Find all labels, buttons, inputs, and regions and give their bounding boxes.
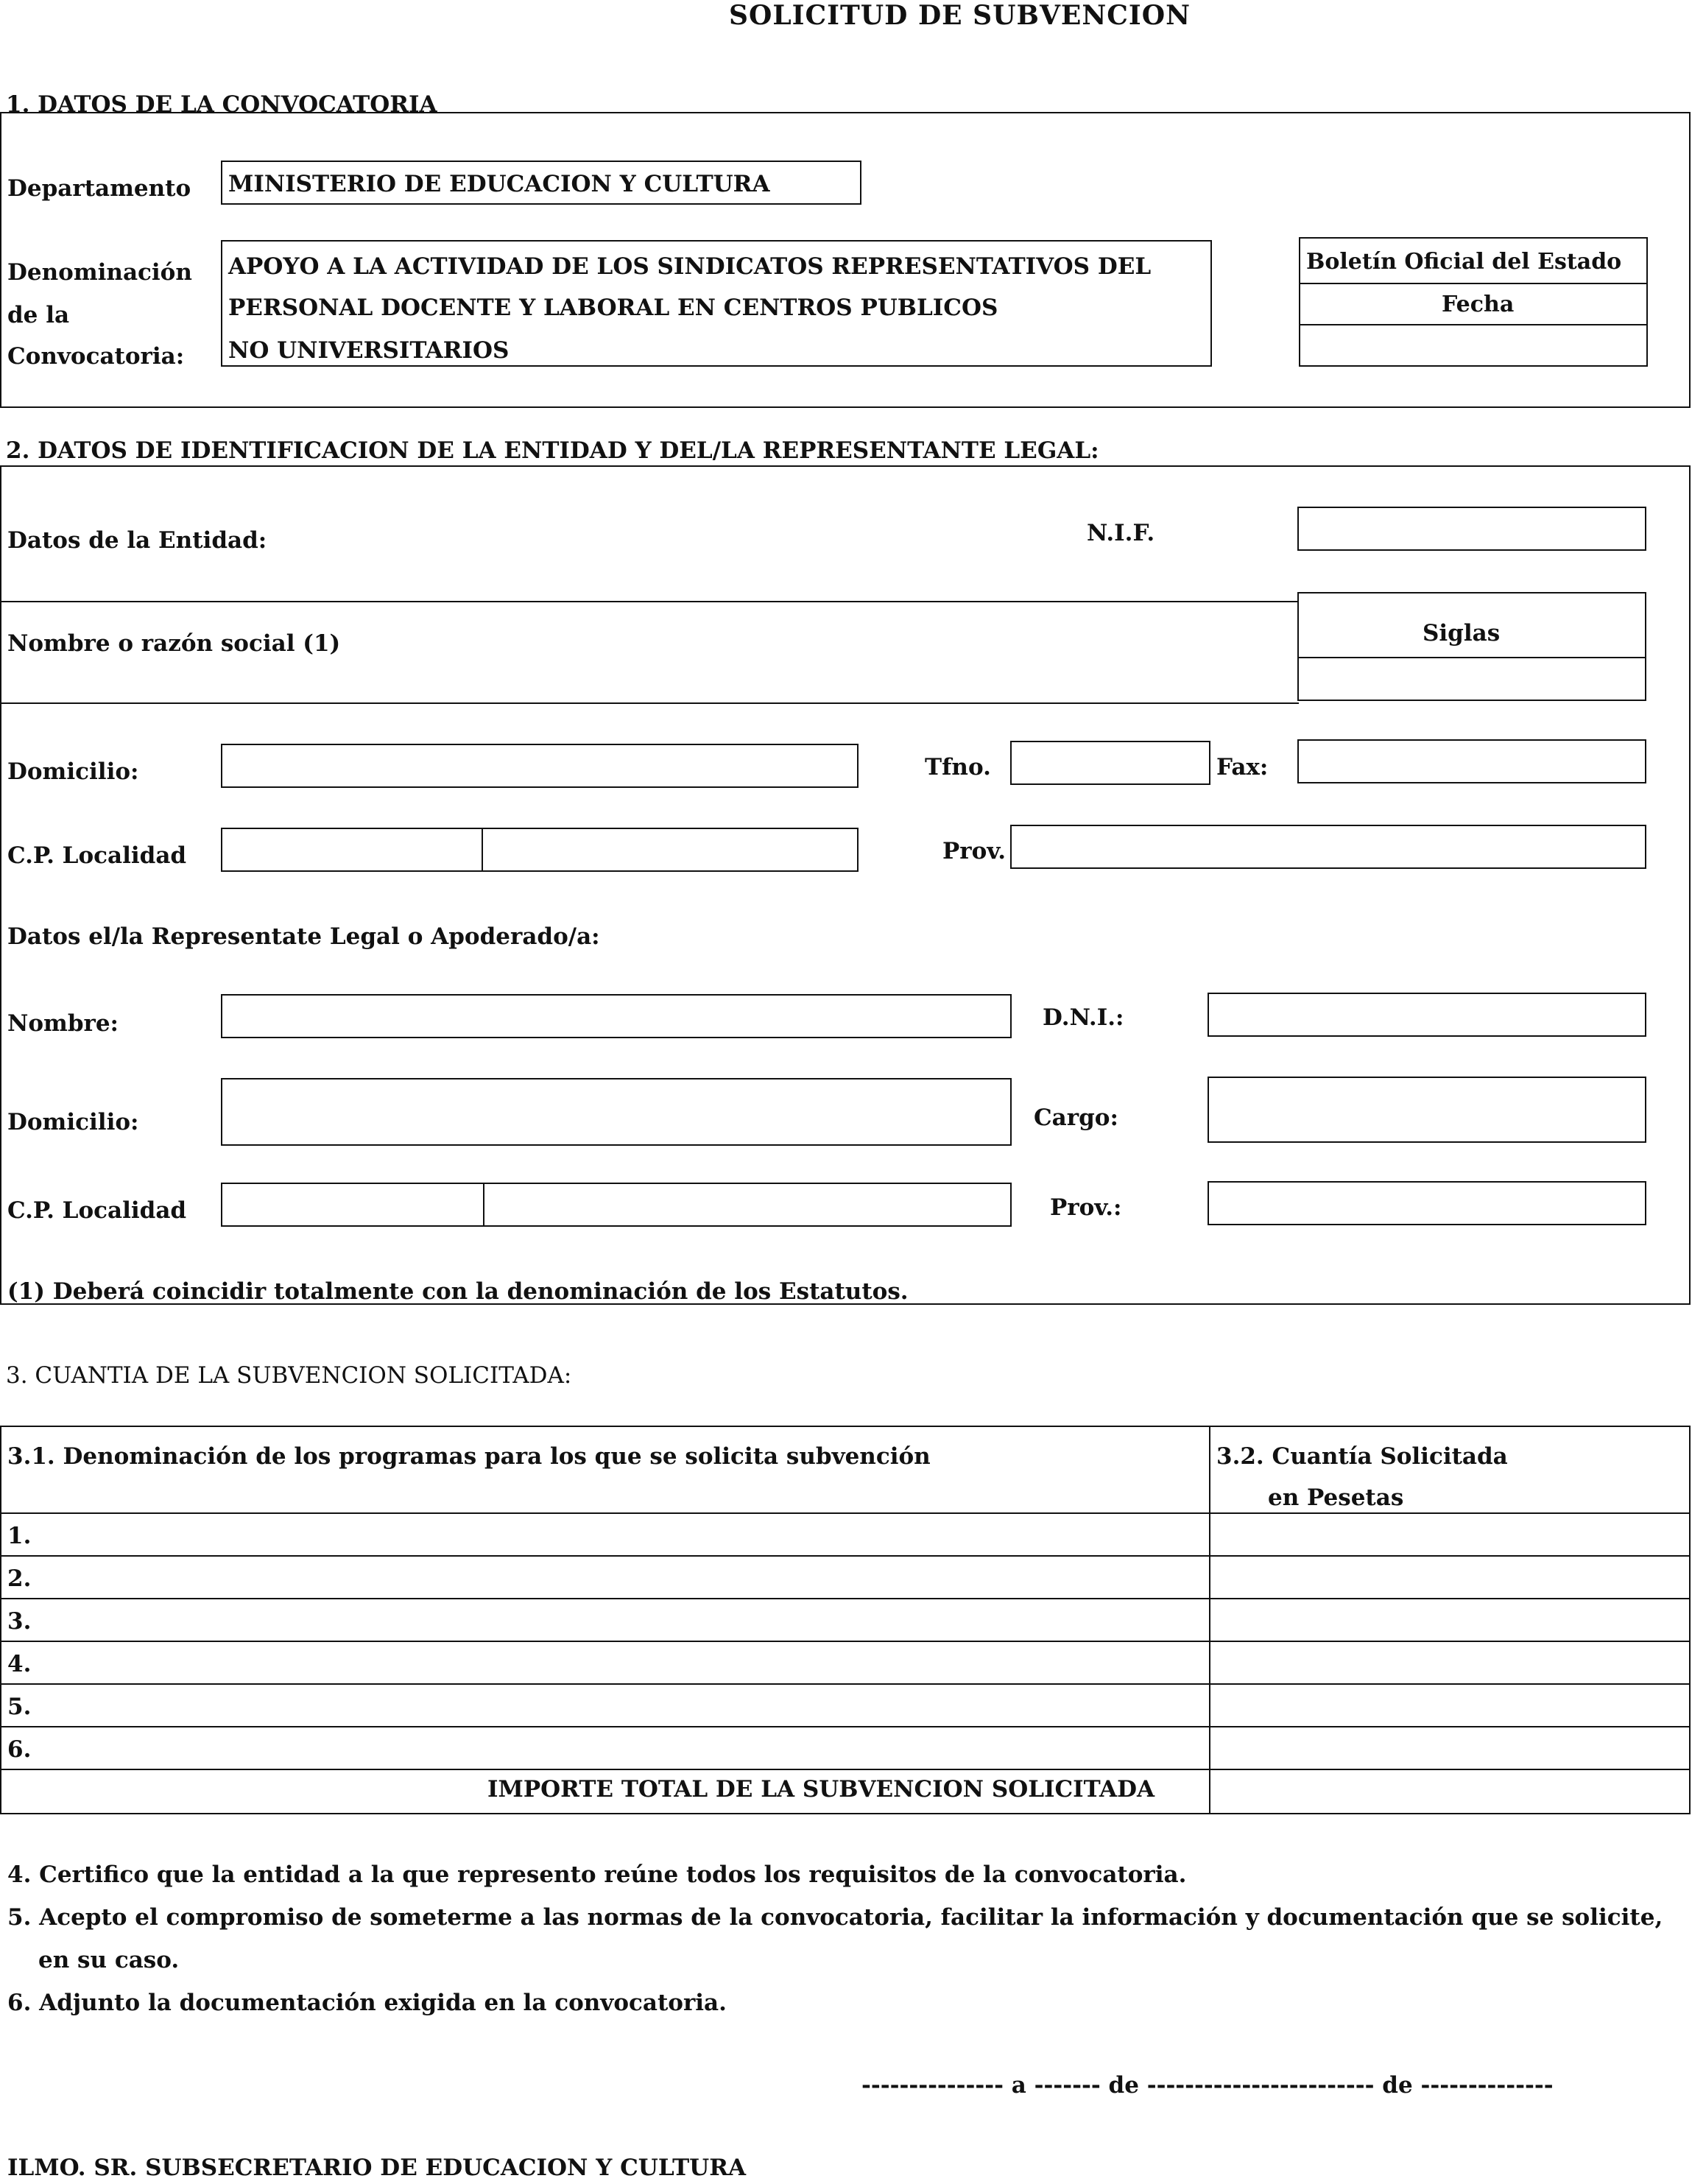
table-row-rule — [1, 1598, 1689, 1599]
departamento-label: Departamento — [7, 175, 191, 202]
rep-localidad-field[interactable] — [483, 1183, 1012, 1227]
table-total-rule — [1, 1769, 1689, 1770]
table-row-rule — [1, 1726, 1689, 1727]
col2-header-1: 3.2. Cuantía Solicitada — [1216, 1443, 1508, 1470]
table-row-rule — [1, 1555, 1689, 1557]
dni-label: D.N.I.: — [1043, 1004, 1124, 1031]
rep-domicilio-field[interactable] — [221, 1078, 1012, 1146]
rep-nombre-field[interactable] — [221, 994, 1012, 1038]
declaration-5: 5. Acepto el compromiso de someterme a las normas de la convocatoria, facilitar la información y documentación que se solicite, — [7, 1904, 1663, 1931]
representante-heading: Datos el/la Representate Legal o Apoderado/a: — [7, 923, 600, 950]
siglas-label: Siglas — [1423, 620, 1501, 647]
table-col-divider — [1209, 1427, 1210, 1813]
section2-right-rule — [1689, 465, 1691, 1303]
tfno-field[interactable] — [1010, 741, 1210, 785]
boe-divider-1 — [1300, 283, 1646, 284]
nombre-razon-label: Nombre o razón social (1) — [7, 630, 341, 657]
denominacion-field[interactable] — [221, 240, 1212, 367]
date-line[interactable]: --------------- a ------- de ------------------------ de -------------- — [861, 2072, 1554, 2099]
rep-prov-label: Prov.: — [1050, 1194, 1122, 1221]
rep-cp-field[interactable] — [221, 1183, 484, 1227]
departamento-value: MINISTERIO DE EDUCACION Y CULTURA — [228, 171, 770, 197]
programs-table — [0, 1426, 1691, 1814]
declaration-6: 6. Adjunto la documentación exigida en la convocatoria. — [7, 1990, 727, 2016]
section1-top-rule — [0, 112, 1691, 113]
denominacion-label-3: Convocatoria: — [7, 343, 185, 370]
declaration-4: 4. Certifico que la entidad a la que represento reúne todos los requisitos de la convocatoria. — [7, 1861, 1187, 1888]
col1-header: 3.1. Denominación de los programas para los que se solicita subvención — [7, 1443, 931, 1470]
section1-left-rule — [0, 112, 1, 406]
program-row-number: 6. — [7, 1736, 32, 1763]
siglas-divider — [1299, 657, 1645, 658]
boe-divider-2 — [1300, 324, 1646, 325]
nif-field[interactable] — [1297, 507, 1646, 551]
col2-header-2: en Pesetas — [1268, 1484, 1404, 1511]
rep-domicilio-label: Domicilio: — [7, 1109, 139, 1135]
rep-prov-field[interactable] — [1208, 1181, 1646, 1225]
denominacion-label-2: de la — [7, 302, 70, 328]
cargo-label: Cargo: — [1034, 1105, 1118, 1131]
denominacion-line-1: APOYO A LA ACTIVIDAD DE LOS SINDICATOS REPRESENTATIVOS DEL — [228, 253, 1152, 280]
tfno-label: Tfno. — [925, 754, 991, 781]
rep-cp-localidad-label: C.P. Localidad — [7, 1197, 187, 1224]
cp-localidad-label: C.P. Localidad — [7, 842, 187, 869]
program-row-number: 1. — [7, 1523, 32, 1549]
cp-field[interactable] — [221, 828, 483, 872]
section2-top-rule — [0, 465, 1691, 467]
addressee: ILMO. SR. SUBSECRETARIO DE EDUCACION Y CULTURA — [7, 2155, 747, 2181]
section1-bottom-rule — [0, 406, 1691, 408]
program-row-number: 5. — [7, 1694, 32, 1720]
denominacion-label-1: Denominación — [7, 259, 192, 286]
page-title: SOLICITUD DE SUBVENCION — [729, 0, 1191, 31]
section2-left-rule — [0, 465, 1, 1303]
siglas-box — [1297, 592, 1646, 701]
prov-label: Prov. — [942, 838, 1007, 864]
section1-heading: 1. DATOS DE LA CONVOCATORIA — [6, 91, 437, 118]
table-row-rule — [1, 1683, 1689, 1685]
entity-name-bottom-rule — [0, 702, 1299, 704]
localidad-field[interactable] — [482, 828, 859, 872]
datos-entidad-label: Datos de la Entidad: — [7, 527, 267, 554]
prov-field[interactable] — [1010, 825, 1646, 869]
rep-nombre-label: Nombre: — [7, 1010, 119, 1037]
cargo-field[interactable] — [1208, 1077, 1646, 1143]
program-row-number: 4. — [7, 1651, 32, 1677]
table-header-rule — [1, 1512, 1689, 1514]
denominacion-line-3: NO UNIVERSITARIOS — [228, 337, 510, 364]
boe-label: Boletín Oficial del Estado — [1306, 249, 1622, 275]
denominacion-line-2: PERSONAL DOCENTE Y LABORAL EN CENTROS PUBLICOS — [228, 295, 998, 321]
total-label: IMPORTE TOTAL DE LA SUBVENCION SOLICITADA — [487, 1776, 1155, 1803]
domicilio-field[interactable] — [221, 744, 859, 788]
fecha-label: Fecha — [1442, 292, 1515, 317]
program-row-number: 3. — [7, 1608, 32, 1635]
section3-heading: 3. CUANTIA DE LA SUBVENCION SOLICITADA: — [6, 1362, 572, 1389]
boe-box — [1299, 237, 1648, 367]
section2-heading: 2. DATOS DE IDENTIFICACION DE LA ENTIDAD Y DEL/LA REPRESENTANTE LEGAL: — [6, 437, 1099, 464]
footnote: (1) Deberá coincidir totalmente con la denominación de los Estatutos. — [7, 1278, 909, 1305]
departamento-field[interactable] — [221, 161, 861, 205]
program-row-number: 2. — [7, 1565, 32, 1592]
fax-field[interactable] — [1297, 739, 1646, 783]
nif-label: N.I.F. — [1087, 520, 1155, 546]
table-row-rule — [1, 1641, 1689, 1642]
dni-field[interactable] — [1208, 993, 1646, 1037]
domicilio-label: Domicilio: — [7, 758, 139, 785]
fax-label: Fax: — [1216, 754, 1269, 781]
declaration-5-cont: en su caso. — [38, 1947, 180, 1973]
section1-right-rule — [1689, 112, 1691, 406]
